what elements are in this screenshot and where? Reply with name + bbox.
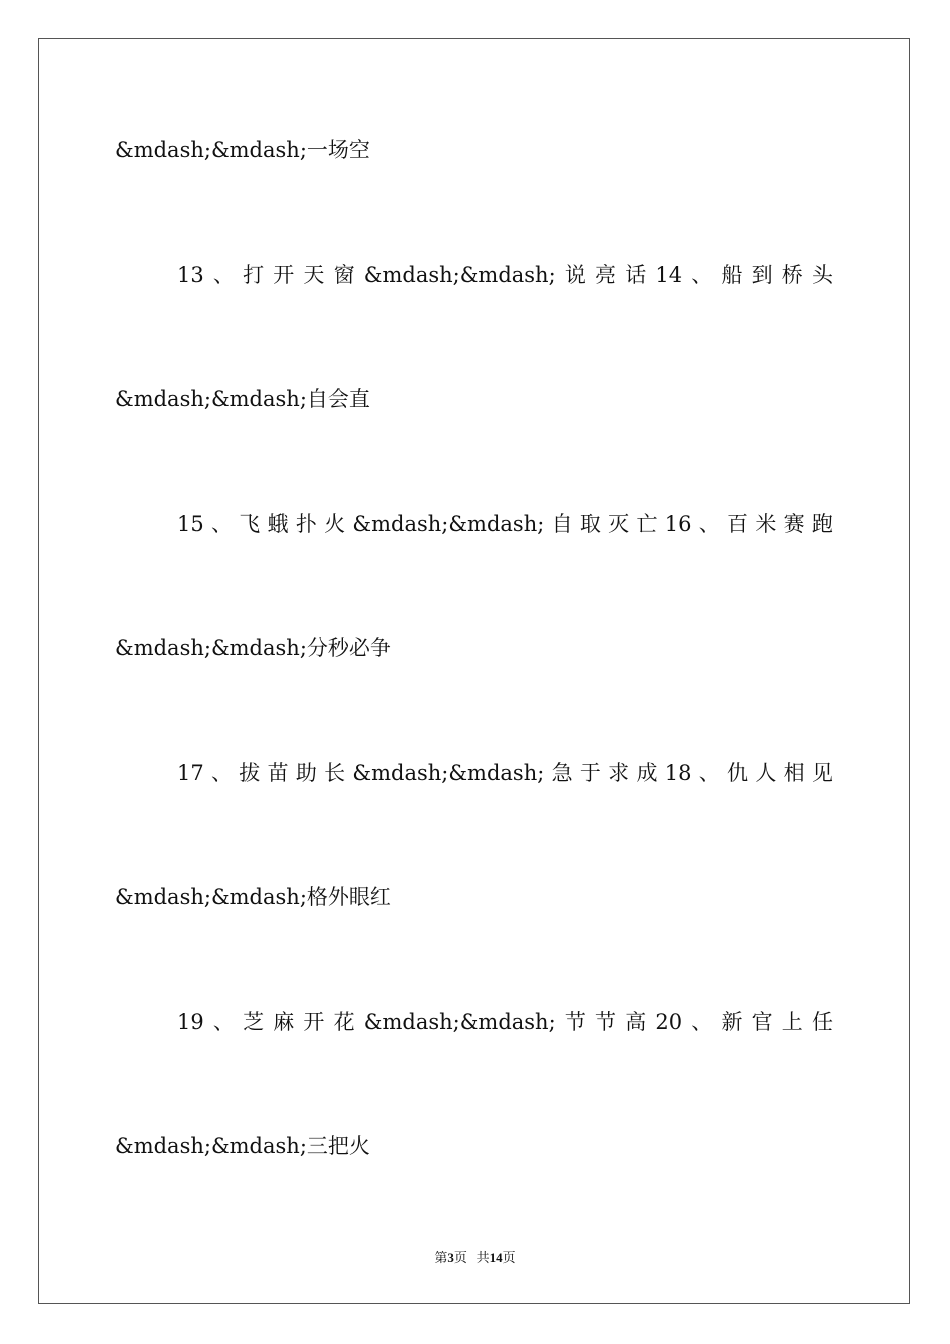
token: 、 [211,512,233,536]
token: 拔 [239,761,261,785]
token: 求 [608,761,630,785]
text-line-justified [177,760,833,786]
token: 节 [595,1010,617,1034]
token: &mdash;&mdash; [352,512,545,536]
text-line: &mdash;&mdash;三把火 [115,1134,370,1158]
token: 助 [295,761,317,785]
token: 上 [781,1010,803,1034]
token: 仇 [727,761,749,785]
token: 开 [273,263,295,287]
token: 麻 [273,1010,295,1034]
token: 花 [333,1010,355,1034]
token: 、 [691,1010,713,1034]
token: 取 [579,512,601,536]
text-line: &mdash;&mdash;自会直 [115,387,370,411]
token: 芝 [243,1010,265,1034]
token: 高 [625,1010,647,1034]
token: 、 [698,761,720,785]
token: 成 [636,761,658,785]
text-line: &mdash;&mdash;一场空 [115,138,370,162]
token: 见 [811,761,833,785]
token: 蛾 [267,512,289,536]
footer-total-suffix: 页 [502,1250,516,1265]
token: &mdash;&mdash; [363,263,556,287]
token: 火 [324,512,346,536]
token: 亡 [636,512,658,536]
token: 赛 [783,512,805,536]
token: &mdash;&mdash; [352,761,545,785]
footer-total-pages: 14 [489,1250,503,1265]
text-line: &mdash;&mdash;格外眼红 [115,885,391,909]
token: 船 [721,263,743,287]
text-line-justified [177,262,833,288]
token: 、 [691,263,713,287]
page-border [38,38,910,1304]
token: 任 [811,1010,833,1034]
token: 16 [664,512,692,536]
token: 、 [212,1010,234,1034]
footer-prefix: 第 [434,1250,448,1265]
token: 20 [655,1010,683,1034]
token: &mdash;&mdash; [363,1010,556,1034]
token: 长 [324,761,346,785]
token: 相 [783,761,805,785]
token: 亮 [595,263,617,287]
token: 新 [721,1010,743,1034]
token: 14 [655,263,683,287]
token: 于 [579,761,601,785]
text-line-justified [177,511,833,537]
footer-page-number: 3 [447,1250,454,1265]
token: 19 [177,1010,204,1034]
token: 说 [564,263,586,287]
token: 话 [625,263,647,287]
footer-page-suffix: 页 [453,1250,467,1265]
token: 开 [303,1010,325,1034]
token: 飞 [239,512,261,536]
token: 人 [755,761,777,785]
token: 自 [551,512,573,536]
token: 、 [212,263,234,287]
token: 跑 [811,512,833,536]
token: 窗 [333,263,355,287]
token: 米 [755,512,777,536]
page-footer [0,1247,950,1266]
token: 扑 [295,512,317,536]
token: 、 [698,512,720,536]
token: 苗 [267,761,289,785]
token: 17 [177,761,204,785]
token: 、 [211,761,233,785]
text-line-justified [177,1009,833,1035]
token: 15 [177,512,204,536]
token: 官 [751,1010,773,1034]
token: 到 [751,263,773,287]
token: 头 [811,263,833,287]
token: 急 [551,761,573,785]
token: 桥 [781,263,803,287]
token: 灭 [608,512,630,536]
token: 18 [664,761,692,785]
token: 天 [303,263,325,287]
token: 打 [243,263,265,287]
token: 13 [177,263,204,287]
text-line: &mdash;&mdash;分秒必争 [115,636,391,660]
token: 节 [564,1010,586,1034]
token: 百 [727,512,749,536]
footer-total-prefix: 共 [476,1250,490,1265]
